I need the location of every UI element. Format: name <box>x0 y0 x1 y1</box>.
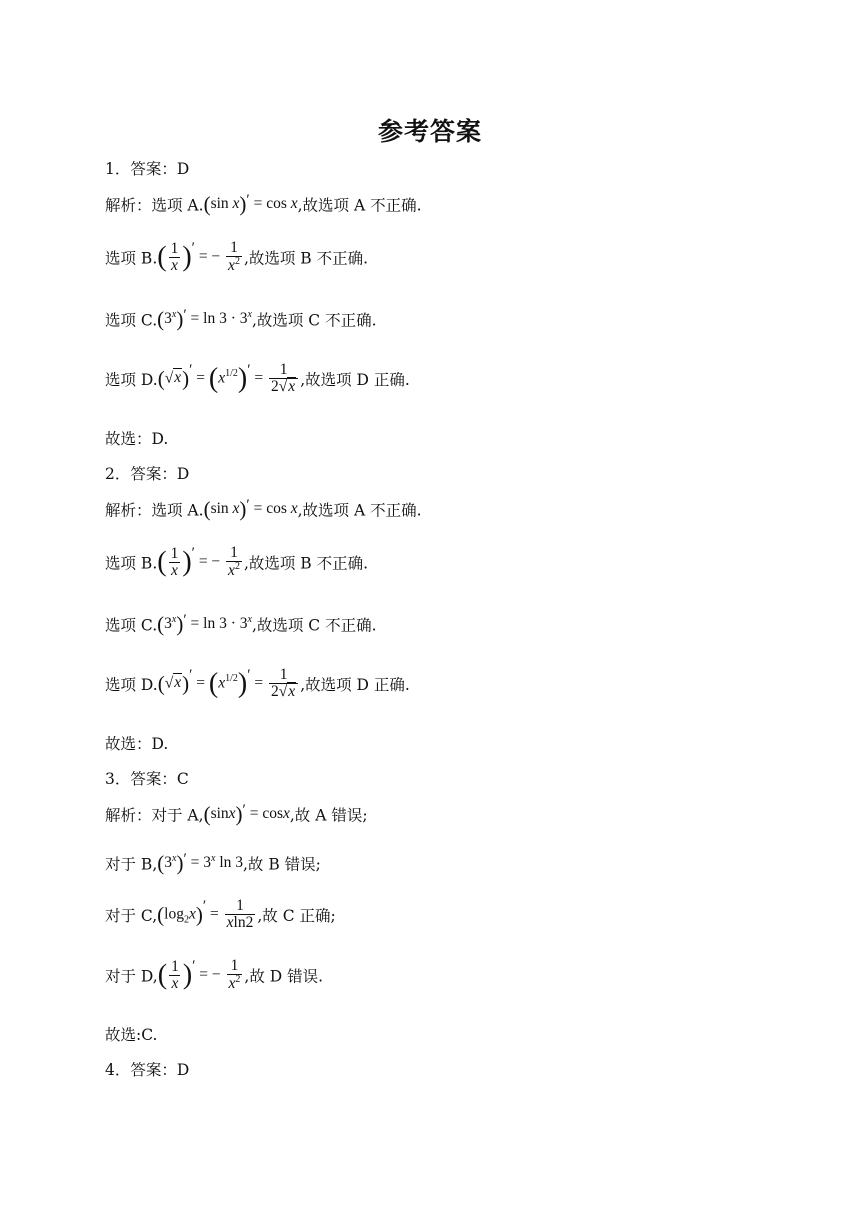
q3-option-c-label: 对于 C, <box>105 906 158 925</box>
q3-option-a <box>105 802 368 827</box>
q3-formula-a: (sinx)′ = cosx <box>203 802 290 826</box>
q2-option-b-label: 选项 B. <box>105 554 158 573</box>
q2-formula-c: $(3^x)' = \ln 3 \cdot 3^x$ <box>157 612 252 636</box>
q3-option-c <box>105 898 336 932</box>
q1-option-c-label: 选项 C. <box>105 311 158 330</box>
page-title: 参考答案 <box>377 117 482 146</box>
q1-formula-d: $(√x)' = (x^{1/2})'$ = $\frac{1}{2√x}$ <box>158 362 300 396</box>
q2-option-c-label: 选项 C. <box>105 616 158 635</box>
q2-option-a-text: ,故选项 A 不正确. <box>297 501 422 520</box>
q1-option-c <box>105 307 377 332</box>
q3-conclusion: 故选:C. <box>105 1026 158 1044</box>
q3-option-d <box>105 958 323 993</box>
q1-formula-b: ( $\frac{1}{x}$ )′ = − $\frac{1}{x^2}$ <box>157 239 240 275</box>
q1-option-b-text: ,故选项 B 不正确. <box>243 249 369 268</box>
q1-option-b-label: 选项 B. <box>105 249 158 268</box>
q2-formula-d: $(√x)' = (x^{1/2})'$ = $\frac{1}{2√x}$ <box>158 667 300 701</box>
q1-option-c-text: ,故选项 C 不正确. <box>251 311 377 330</box>
q2-conclusion: 故选：D. <box>105 735 169 753</box>
q2-formula-a: (sin x)′ = cos x <box>203 497 298 521</box>
q2-option-b <box>105 545 368 580</box>
q3-option-b <box>105 851 321 876</box>
q4-answer: 4．答案：D <box>105 1061 190 1079</box>
q2-answer: 2．答案：D <box>105 465 190 483</box>
q3-option-c-text: ,故 C 正确; <box>257 906 336 925</box>
q3-option-d-label: 对于 D, <box>105 967 158 986</box>
q1-option-a <box>105 192 422 217</box>
q1-option-a-label: 解析：选项 A. <box>105 196 204 215</box>
q1-answer: 1．答案：D <box>105 160 190 178</box>
q2-option-c <box>105 612 377 637</box>
q1-option-d-label: 选项 D. <box>105 370 158 389</box>
q2-option-d-text: ,故选项 D 正确. <box>300 675 410 694</box>
q3-formula-c: $(\log_2x)'$ = $\frac{1}{xln2}$ <box>157 897 254 932</box>
q2-option-c-text: ,故选项 C 不正确. <box>251 616 377 635</box>
q3-option-a-text: ,故 A 错误; <box>289 806 368 825</box>
q3-option-b-label: 对于 B, <box>105 855 158 874</box>
q3-formula-d: ( $\frac{1}{x}$ )′ = − $\frac{1}{x^2}$ <box>157 957 241 993</box>
q2-option-d <box>105 667 410 701</box>
q2-formula-b: ( $\frac{1}{x}$ )′ = − $\frac{1}{x^2}$ <box>157 544 240 580</box>
q2-option-a-label: 解析：选项 A. <box>105 501 204 520</box>
q3-option-b-text: ,故 B 错误; <box>243 855 321 874</box>
q1-option-a-text: ,故选项 A 不正确. <box>297 196 422 215</box>
q3-answer: 3．答案：C <box>105 770 189 788</box>
q1-formula-c: $(3^x)' = \ln 3 \cdot 3^x$ <box>157 307 252 331</box>
q2-option-a <box>105 497 422 522</box>
q1-formula-a: (sin x)′ = cos x <box>203 192 298 216</box>
q2-option-b-text: ,故选项 B 不正确. <box>243 554 369 573</box>
q2-option-d-label: 选项 D. <box>105 675 158 694</box>
q1-option-b <box>105 240 368 275</box>
q3-option-a-label: 解析：对于 A, <box>105 806 204 825</box>
q3-formula-b: $(3^x)' = 3^x$ ln 3 <box>157 851 243 875</box>
q1-option-d <box>105 362 410 396</box>
q1-option-d-text: ,故选项 D 正确. <box>300 370 410 389</box>
q1-conclusion: 故选：D. <box>105 430 169 448</box>
q3-option-d-text: ,故 D 错误. <box>244 967 324 986</box>
